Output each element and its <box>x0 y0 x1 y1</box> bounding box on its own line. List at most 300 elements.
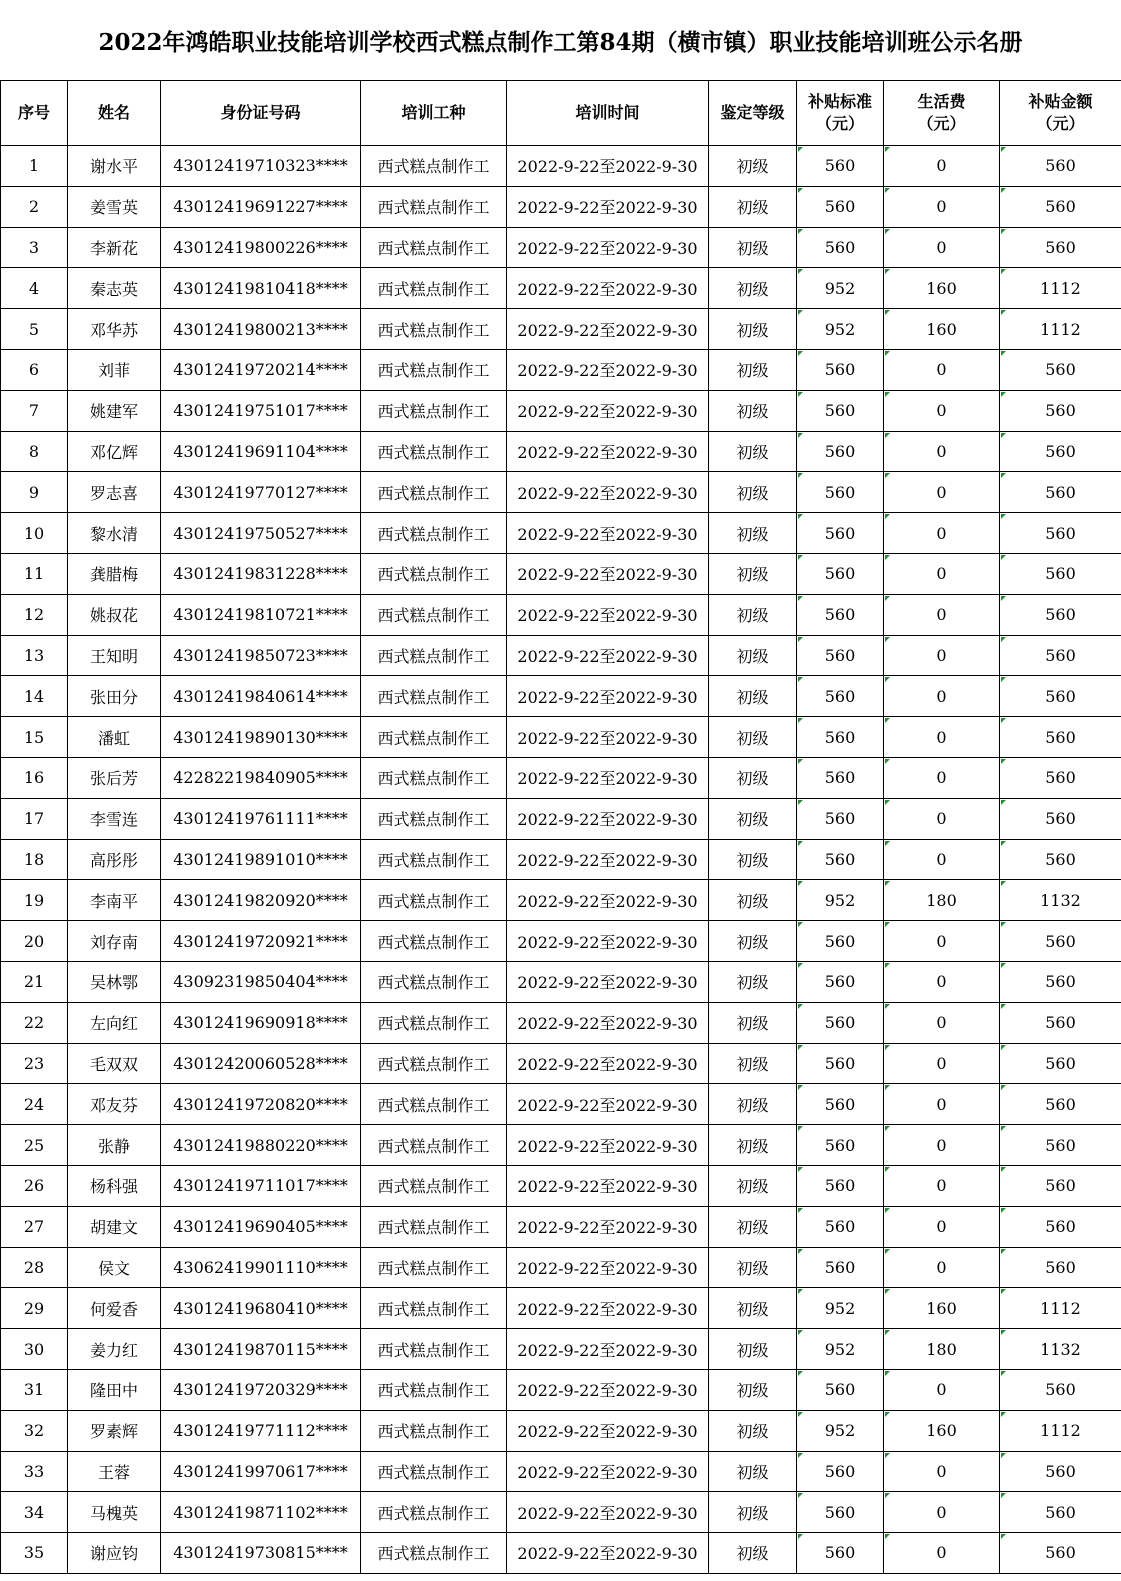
cell-level: 初级 <box>709 513 797 554</box>
cell-living-expense: 0 <box>884 1451 1000 1492</box>
cell-name: 潘虹 <box>68 717 161 758</box>
cell-subsidy-standard: 560 <box>797 1369 884 1410</box>
cell-subsidy-standard: 560 <box>797 1002 884 1043</box>
cell-subsidy-standard: 952 <box>797 1410 884 1451</box>
cell-name: 张田分 <box>68 676 161 717</box>
cell-time: 2022-9-22至2022-9-30 <box>507 1329 709 1370</box>
cell-level: 初级 <box>709 594 797 635</box>
page-title: 2022年鸿皓职业技能培训学校西式糕点制作工第84期（横市镇）职业技能培训班公示名册 <box>98 28 1023 56</box>
cell-subsidy-standard: 560 <box>797 146 884 187</box>
cell-id: 43012419751017**** <box>161 390 361 431</box>
roster-table <box>0 80 1121 1574</box>
cell-type: 西式糕点制作工 <box>361 1247 507 1288</box>
cell-time: 2022-9-22至2022-9-30 <box>507 1084 709 1125</box>
cell-subsidy-amount: 560 <box>1000 1533 1121 1574</box>
cell-level: 初级 <box>709 757 797 798</box>
cell-id: 43012419711017**** <box>161 1165 361 1206</box>
cell-id: 43012419691104**** <box>161 431 361 472</box>
cell-seq: 8 <box>1 431 68 472</box>
cell-living-expense: 0 <box>884 1533 1000 1574</box>
table-row <box>1 1084 1121 1125</box>
cell-seq: 28 <box>1 1247 68 1288</box>
cell-seq: 6 <box>1 349 68 390</box>
cell-subsidy-standard: 560 <box>797 1451 884 1492</box>
table-row <box>1 1125 1121 1166</box>
cell-living-expense: 0 <box>884 1492 1000 1533</box>
cell-id: 43012419871102**** <box>161 1492 361 1533</box>
cell-subsidy-amount: 560 <box>1000 431 1121 472</box>
cell-living-expense: 160 <box>884 268 1000 309</box>
cell-subsidy-standard: 560 <box>797 839 884 880</box>
header-level: 鉴定等级 <box>709 81 797 146</box>
cell-name: 李南平 <box>68 880 161 921</box>
cell-time: 2022-9-22至2022-9-30 <box>507 1206 709 1247</box>
cell-id: 43012419891010**** <box>161 839 361 880</box>
table-row <box>1 676 1121 717</box>
cell-time: 2022-9-22至2022-9-30 <box>507 309 709 350</box>
cell-subsidy-standard: 952 <box>797 268 884 309</box>
cell-name: 姜力红 <box>68 1329 161 1370</box>
cell-subsidy-standard: 560 <box>797 1165 884 1206</box>
cell-id: 43012419800226**** <box>161 227 361 268</box>
header-subsidy-amount <box>1000 81 1121 146</box>
cell-subsidy-standard: 560 <box>797 1206 884 1247</box>
cell-seq: 25 <box>1 1125 68 1166</box>
cell-living-expense: 0 <box>884 757 1000 798</box>
cell-time: 2022-9-22至2022-9-30 <box>507 1165 709 1206</box>
cell-level: 初级 <box>709 1533 797 1574</box>
cell-time: 2022-9-22至2022-9-30 <box>507 227 709 268</box>
cell-living-expense: 160 <box>884 1288 1000 1329</box>
cell-type: 西式糕点制作工 <box>361 1451 507 1492</box>
cell-subsidy-amount: 1112 <box>1000 1410 1121 1451</box>
header-subsidy-standard-line1: 补贴标准 <box>807 92 872 111</box>
cell-id: 43012420060528**** <box>161 1043 361 1084</box>
cell-living-expense: 0 <box>884 798 1000 839</box>
cell-time: 2022-9-22至2022-9-30 <box>507 880 709 921</box>
cell-time: 2022-9-22至2022-9-30 <box>507 186 709 227</box>
cell-time: 2022-9-22至2022-9-30 <box>507 594 709 635</box>
cell-name: 李雪连 <box>68 798 161 839</box>
cell-time: 2022-9-22至2022-9-30 <box>507 1369 709 1410</box>
cell-seq: 9 <box>1 472 68 513</box>
table-header-row <box>1 81 1121 146</box>
cell-type: 西式糕点制作工 <box>361 1002 507 1043</box>
cell-subsidy-amount: 560 <box>1000 553 1121 594</box>
cell-type: 西式糕点制作工 <box>361 1043 507 1084</box>
cell-seq: 30 <box>1 1329 68 1370</box>
cell-seq: 11 <box>1 553 68 594</box>
cell-seq: 13 <box>1 635 68 676</box>
table-row <box>1 1329 1121 1370</box>
cell-id: 43092319850404**** <box>161 961 361 1002</box>
cell-subsidy-amount: 560 <box>1000 1084 1121 1125</box>
table-row <box>1 553 1121 594</box>
cell-id: 43012419750527**** <box>161 513 361 554</box>
cell-seq: 20 <box>1 921 68 962</box>
table-row <box>1 349 1121 390</box>
cell-seq: 7 <box>1 390 68 431</box>
cell-name: 胡建文 <box>68 1206 161 1247</box>
cell-seq: 31 <box>1 1369 68 1410</box>
cell-level: 初级 <box>709 1329 797 1370</box>
table-row <box>1 798 1121 839</box>
table-row <box>1 1492 1121 1533</box>
cell-subsidy-amount: 560 <box>1000 1247 1121 1288</box>
table-row <box>1 880 1121 921</box>
cell-level: 初级 <box>709 186 797 227</box>
cell-subsidy-amount: 560 <box>1000 921 1121 962</box>
cell-subsidy-amount: 560 <box>1000 227 1121 268</box>
cell-subsidy-amount: 560 <box>1000 635 1121 676</box>
cell-name: 邓友芬 <box>68 1084 161 1125</box>
cell-level: 初级 <box>709 146 797 187</box>
cell-subsidy-amount: 1132 <box>1000 880 1121 921</box>
cell-type: 西式糕点制作工 <box>361 676 507 717</box>
cell-subsidy-standard: 560 <box>797 349 884 390</box>
cell-name: 龚腊梅 <box>68 553 161 594</box>
cell-subsidy-standard: 560 <box>797 513 884 554</box>
cell-seq: 19 <box>1 880 68 921</box>
cell-subsidy-standard: 560 <box>797 961 884 1002</box>
cell-subsidy-standard: 952 <box>797 1329 884 1370</box>
cell-level: 初级 <box>709 268 797 309</box>
cell-seq: 3 <box>1 227 68 268</box>
cell-subsidy-amount: 560 <box>1000 1043 1121 1084</box>
cell-level: 初级 <box>709 431 797 472</box>
cell-type: 西式糕点制作工 <box>361 1165 507 1206</box>
cell-time: 2022-9-22至2022-9-30 <box>507 1125 709 1166</box>
cell-living-expense: 0 <box>884 961 1000 1002</box>
cell-subsidy-standard: 560 <box>797 635 884 676</box>
table-row <box>1 186 1121 227</box>
cell-time: 2022-9-22至2022-9-30 <box>507 757 709 798</box>
cell-living-expense: 0 <box>884 390 1000 431</box>
cell-level: 初级 <box>709 1002 797 1043</box>
cell-living-expense: 0 <box>884 635 1000 676</box>
cell-name: 张静 <box>68 1125 161 1166</box>
cell-seq: 29 <box>1 1288 68 1329</box>
cell-type: 西式糕点制作工 <box>361 757 507 798</box>
cell-subsidy-amount: 560 <box>1000 390 1121 431</box>
cell-time: 2022-9-22至2022-9-30 <box>507 1247 709 1288</box>
cell-level: 初级 <box>709 921 797 962</box>
cell-living-expense: 0 <box>884 146 1000 187</box>
cell-name: 姚建军 <box>68 390 161 431</box>
header-living-expense <box>884 81 1000 146</box>
cell-time: 2022-9-22至2022-9-30 <box>507 513 709 554</box>
cell-id: 43012419720921**** <box>161 921 361 962</box>
cell-type: 西式糕点制作工 <box>361 880 507 921</box>
cell-subsidy-amount: 560 <box>1000 1002 1121 1043</box>
table-row <box>1 961 1121 1002</box>
cell-time: 2022-9-22至2022-9-30 <box>507 268 709 309</box>
cell-time: 2022-9-22至2022-9-30 <box>507 146 709 187</box>
cell-time: 2022-9-22至2022-9-30 <box>507 472 709 513</box>
cell-id: 43012419831228**** <box>161 553 361 594</box>
cell-level: 初级 <box>709 798 797 839</box>
cell-id: 43012419810721**** <box>161 594 361 635</box>
cell-subsidy-standard: 560 <box>797 1247 884 1288</box>
cell-living-expense: 0 <box>884 1165 1000 1206</box>
cell-name: 姜雪英 <box>68 186 161 227</box>
cell-id: 43012419771112**** <box>161 1410 361 1451</box>
cell-subsidy-amount: 560 <box>1000 1125 1121 1166</box>
cell-living-expense: 160 <box>884 1410 1000 1451</box>
header-living-expense-line2: （元） <box>917 114 966 133</box>
cell-subsidy-standard: 560 <box>797 431 884 472</box>
cell-subsidy-standard: 560 <box>797 1043 884 1084</box>
cell-time: 2022-9-22至2022-9-30 <box>507 1043 709 1084</box>
cell-level: 初级 <box>709 839 797 880</box>
cell-subsidy-amount: 560 <box>1000 1165 1121 1206</box>
table-row <box>1 757 1121 798</box>
cell-subsidy-amount: 1112 <box>1000 309 1121 350</box>
cell-living-expense: 0 <box>884 1247 1000 1288</box>
cell-id: 42282219840905**** <box>161 757 361 798</box>
cell-type: 西式糕点制作工 <box>361 961 507 1002</box>
cell-living-expense: 0 <box>884 349 1000 390</box>
cell-subsidy-amount: 1112 <box>1000 1288 1121 1329</box>
cell-name: 邓华苏 <box>68 309 161 350</box>
cell-subsidy-amount: 560 <box>1000 1369 1121 1410</box>
cell-living-expense: 0 <box>884 186 1000 227</box>
cell-level: 初级 <box>709 676 797 717</box>
cell-level: 初级 <box>709 635 797 676</box>
cell-seq: 16 <box>1 757 68 798</box>
cell-type: 西式糕点制作工 <box>361 1492 507 1533</box>
header-subsidy-standard-line2: （元） <box>815 114 864 133</box>
cell-living-expense: 0 <box>884 1125 1000 1166</box>
cell-subsidy-standard: 560 <box>797 227 884 268</box>
cell-type: 西式糕点制作工 <box>361 1084 507 1125</box>
cell-subsidy-amount: 560 <box>1000 472 1121 513</box>
cell-seq: 10 <box>1 513 68 554</box>
table-row <box>1 1410 1121 1451</box>
cell-level: 初级 <box>709 1410 797 1451</box>
table-row <box>1 635 1121 676</box>
table-row <box>1 1451 1121 1492</box>
cell-name: 姚叔花 <box>68 594 161 635</box>
cell-time: 2022-9-22至2022-9-30 <box>507 921 709 962</box>
cell-name: 黎水清 <box>68 513 161 554</box>
cell-name: 何爱香 <box>68 1288 161 1329</box>
cell-name: 高彤彤 <box>68 839 161 880</box>
table-row <box>1 1043 1121 1084</box>
cell-level: 初级 <box>709 349 797 390</box>
cell-level: 初级 <box>709 1492 797 1533</box>
table-row <box>1 268 1121 309</box>
cell-seq: 27 <box>1 1206 68 1247</box>
cell-seq: 18 <box>1 839 68 880</box>
cell-type: 西式糕点制作工 <box>361 1329 507 1370</box>
cell-level: 初级 <box>709 227 797 268</box>
cell-id: 43012419761111**** <box>161 798 361 839</box>
cell-subsidy-amount: 1112 <box>1000 268 1121 309</box>
cell-name: 隆田中 <box>68 1369 161 1410</box>
cell-id: 43012419840614**** <box>161 676 361 717</box>
cell-level: 初级 <box>709 1084 797 1125</box>
table-row <box>1 1369 1121 1410</box>
cell-living-expense: 0 <box>884 1084 1000 1125</box>
cell-living-expense: 0 <box>884 472 1000 513</box>
cell-name: 谢水平 <box>68 146 161 187</box>
table-row <box>1 1002 1121 1043</box>
cell-seq: 17 <box>1 798 68 839</box>
cell-living-expense: 0 <box>884 717 1000 758</box>
cell-name: 刘菲 <box>68 349 161 390</box>
table-row <box>1 1206 1121 1247</box>
cell-living-expense: 0 <box>884 553 1000 594</box>
cell-id: 43012419691227**** <box>161 186 361 227</box>
cell-name: 邓亿辉 <box>68 431 161 472</box>
cell-subsidy-standard: 560 <box>797 472 884 513</box>
cell-time: 2022-9-22至2022-9-30 <box>507 1288 709 1329</box>
cell-seq: 35 <box>1 1533 68 1574</box>
cell-time: 2022-9-22至2022-9-30 <box>507 1533 709 1574</box>
cell-living-expense: 0 <box>884 1369 1000 1410</box>
table-row <box>1 431 1121 472</box>
cell-subsidy-standard: 560 <box>797 594 884 635</box>
cell-type: 西式糕点制作工 <box>361 227 507 268</box>
table-row <box>1 1247 1121 1288</box>
cell-id: 43012419690918**** <box>161 1002 361 1043</box>
cell-id: 43012419720820**** <box>161 1084 361 1125</box>
cell-type: 西式糕点制作工 <box>361 635 507 676</box>
cell-id: 43012419820920**** <box>161 880 361 921</box>
cell-subsidy-standard: 560 <box>797 676 884 717</box>
cell-name: 罗志喜 <box>68 472 161 513</box>
cell-living-expense: 0 <box>884 1002 1000 1043</box>
cell-subsidy-standard: 560 <box>797 1125 884 1166</box>
cell-seq: 32 <box>1 1410 68 1451</box>
cell-type: 西式糕点制作工 <box>361 309 507 350</box>
cell-id: 43012419970617**** <box>161 1451 361 1492</box>
cell-level: 初级 <box>709 1369 797 1410</box>
table-row <box>1 390 1121 431</box>
cell-subsidy-standard: 560 <box>797 186 884 227</box>
header-subsidy-amount-line2: （元） <box>1036 114 1085 133</box>
header-subsidy-standard <box>797 81 884 146</box>
cell-time: 2022-9-22至2022-9-30 <box>507 676 709 717</box>
cell-level: 初级 <box>709 1206 797 1247</box>
cell-id: 43012419730815**** <box>161 1533 361 1574</box>
cell-id: 43012419770127**** <box>161 472 361 513</box>
cell-type: 西式糕点制作工 <box>361 146 507 187</box>
cell-type: 西式糕点制作工 <box>361 553 507 594</box>
cell-id: 43012419690405**** <box>161 1206 361 1247</box>
table-row <box>1 146 1121 187</box>
table-row <box>1 1165 1121 1206</box>
cell-time: 2022-9-22至2022-9-30 <box>507 1451 709 1492</box>
cell-seq: 14 <box>1 676 68 717</box>
cell-seq: 34 <box>1 1492 68 1533</box>
cell-living-expense: 0 <box>884 513 1000 554</box>
cell-subsidy-amount: 560 <box>1000 676 1121 717</box>
cell-seq: 33 <box>1 1451 68 1492</box>
table-row <box>1 309 1121 350</box>
cell-level: 初级 <box>709 1043 797 1084</box>
table-row <box>1 472 1121 513</box>
cell-id: 43012419870115**** <box>161 1329 361 1370</box>
table-row <box>1 594 1121 635</box>
cell-time: 2022-9-22至2022-9-30 <box>507 431 709 472</box>
cell-type: 西式糕点制作工 <box>361 839 507 880</box>
cell-name: 秦志英 <box>68 268 161 309</box>
cell-subsidy-standard: 560 <box>797 717 884 758</box>
header-id: 身份证号码 <box>161 81 361 146</box>
header-living-expense-line1: 生活费 <box>917 92 966 111</box>
cell-name: 王知明 <box>68 635 161 676</box>
cell-seq: 12 <box>1 594 68 635</box>
cell-name: 刘存南 <box>68 921 161 962</box>
cell-time: 2022-9-22至2022-9-30 <box>507 961 709 1002</box>
cell-type: 西式糕点制作工 <box>361 798 507 839</box>
cell-level: 初级 <box>709 553 797 594</box>
roster-body <box>1 146 1121 1574</box>
cell-id: 43012419850723**** <box>161 635 361 676</box>
cell-type: 西式糕点制作工 <box>361 390 507 431</box>
table-row <box>1 1288 1121 1329</box>
cell-living-expense: 0 <box>884 1043 1000 1084</box>
cell-level: 初级 <box>709 961 797 1002</box>
cell-seq: 4 <box>1 268 68 309</box>
cell-living-expense: 0 <box>884 594 1000 635</box>
cell-subsidy-standard: 560 <box>797 1533 884 1574</box>
cell-type: 西式糕点制作工 <box>361 268 507 309</box>
cell-seq: 22 <box>1 1002 68 1043</box>
cell-level: 初级 <box>709 472 797 513</box>
cell-type: 西式糕点制作工 <box>361 431 507 472</box>
cell-time: 2022-9-22至2022-9-30 <box>507 798 709 839</box>
cell-id: 43012419720329**** <box>161 1369 361 1410</box>
cell-type: 西式糕点制作工 <box>361 594 507 635</box>
cell-seq: 21 <box>1 961 68 1002</box>
header-type: 培训工种 <box>361 81 507 146</box>
cell-subsidy-standard: 952 <box>797 1288 884 1329</box>
cell-time: 2022-9-22至2022-9-30 <box>507 1002 709 1043</box>
cell-id: 43012419810418**** <box>161 268 361 309</box>
cell-subsidy-standard: 560 <box>797 798 884 839</box>
cell-subsidy-standard: 952 <box>797 880 884 921</box>
cell-level: 初级 <box>709 1451 797 1492</box>
cell-type: 西式糕点制作工 <box>361 717 507 758</box>
table-row <box>1 1533 1121 1574</box>
cell-seq: 5 <box>1 309 68 350</box>
cell-name: 杨科强 <box>68 1165 161 1206</box>
table-row <box>1 839 1121 880</box>
cell-seq: 15 <box>1 717 68 758</box>
cell-name: 谢应钧 <box>68 1533 161 1574</box>
cell-level: 初级 <box>709 1247 797 1288</box>
cell-subsidy-amount: 560 <box>1000 1206 1121 1247</box>
cell-subsidy-amount: 560 <box>1000 1492 1121 1533</box>
cell-type: 西式糕点制作工 <box>361 1288 507 1329</box>
cell-subsidy-standard: 560 <box>797 553 884 594</box>
cell-time: 2022-9-22至2022-9-30 <box>507 1410 709 1451</box>
cell-time: 2022-9-22至2022-9-30 <box>507 349 709 390</box>
cell-living-expense: 160 <box>884 309 1000 350</box>
cell-type: 西式糕点制作工 <box>361 921 507 962</box>
cell-name: 马槐英 <box>68 1492 161 1533</box>
cell-level: 初级 <box>709 880 797 921</box>
cell-subsidy-standard: 560 <box>797 1492 884 1533</box>
cell-time: 2022-9-22至2022-9-30 <box>507 635 709 676</box>
cell-name: 张后芳 <box>68 757 161 798</box>
cell-subsidy-amount: 560 <box>1000 839 1121 880</box>
cell-living-expense: 0 <box>884 676 1000 717</box>
cell-living-expense: 0 <box>884 227 1000 268</box>
